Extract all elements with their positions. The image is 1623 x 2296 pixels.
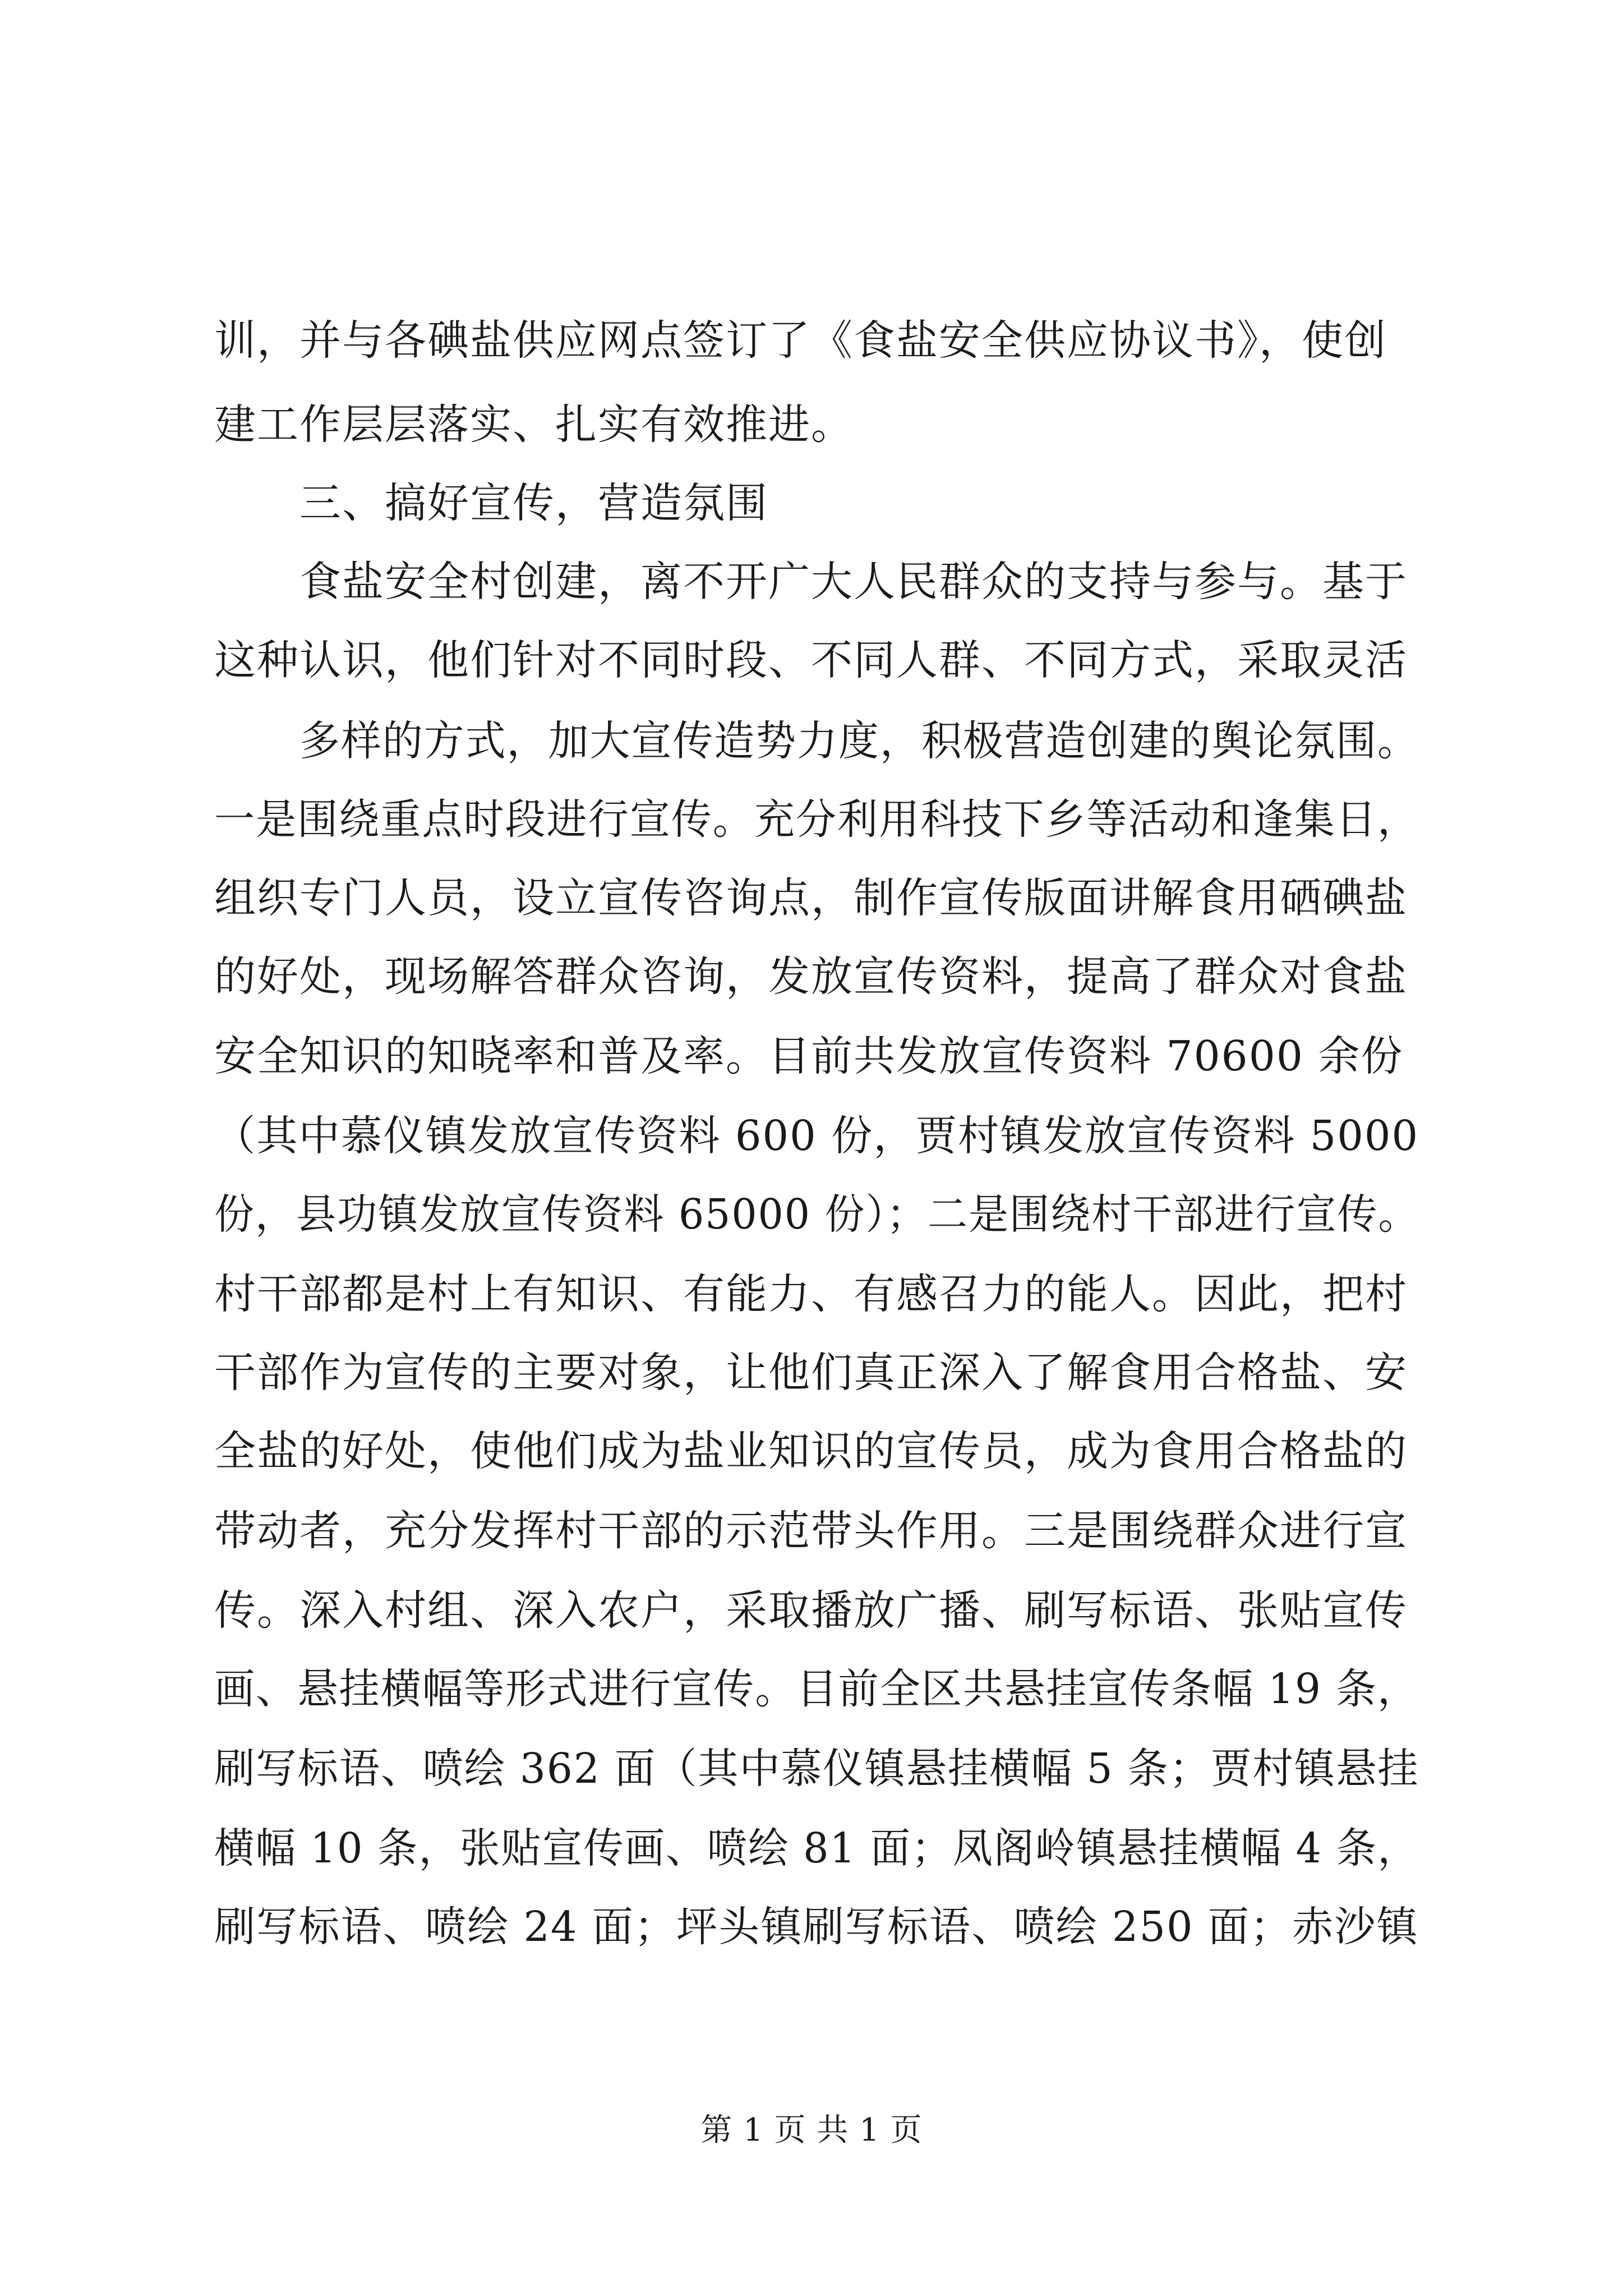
body-line-11: （其中慕仪镇发放宣传资料 600 份，贾村镇发放宣传资料 5000 (214, 1112, 1419, 1160)
page-footer: 第 1 页 共 1 页 (700, 2112, 923, 2148)
body-line-1: 训，并与各碘盐供应网点签订了《食盐安全供应协议书》，使创 (214, 316, 1387, 365)
body-line-21: 刷写标语、喷绘 24 面；坪头镇刷写标语、喷绘 250 面；赤沙镇 (214, 1903, 1419, 1951)
body-line-7: 一是围绕重点时段进行宣传。充分利用科技下乡等活动和逢集日， (214, 795, 1419, 844)
body-line-14: 干部作为宣传的主要对象，让他们真正深入了解食用合格盐、安 (214, 1349, 1408, 1397)
body-line-5: 这种认识，他们针对不同时段、不同人群、不同方式，采取灵活 (214, 636, 1408, 684)
body-line-2: 建工作层层落实、扎实有效推进。 (214, 401, 854, 449)
body-line-10: 安全知识的知晓率和普及率。目前共发放宣传资料 70600 余份 (214, 1032, 1404, 1080)
body-line-13: 村干部都是村上有知识、有能力、有感召力的能人。因此，把村 (214, 1270, 1408, 1318)
body-line-19: 刷写标语、喷绘 362 面（其中慕仪镇悬挂横幅 5 条；贾村镇悬挂 (214, 1745, 1419, 1793)
body-line-15: 全盐的好处，使他们成为盐业知识的宣传员，成为食用合格盐的 (214, 1427, 1408, 1475)
body-line-4: 食盐安全村创建，离不开广大人民群众的支持与参与。基于 (299, 558, 1408, 606)
body-line-18: 画、悬挂横幅等形式进行宣传。目前全区共悬挂宣传条幅 19 条， (214, 1665, 1419, 1713)
body-line-20: 横幅 10 条，张贴宣传画、喷绘 81 面；凤阁岭镇悬挂横幅 4 条， (214, 1824, 1419, 1872)
body-line-6: 多样的方式，加大宣传造势力度，积极营造创建的舆论氛围。 (299, 717, 1419, 765)
body-line-16: 带动者，充分发挥村干部的示范带头作用。三是围绕群众进行宣 (214, 1507, 1408, 1555)
section-heading: 三、搞好宣传，营造氛围 (299, 479, 768, 527)
body-line-9: 的好处，现场解答群众咨询，发放宣传资料，提高了群众对食盐 (214, 953, 1408, 1001)
body-line-8: 组织专门人员，设立宣传咨询点，制作宣传版面讲解食用硒碘盐 (214, 874, 1408, 922)
body-line-17: 传。深入村组、深入农户，采取播放广播、刷写标语、张贴宣传 (214, 1586, 1408, 1635)
body-line-12: 份，县功镇发放宣传资料 65000 份）；二是围绕村干部进行宣传。 (214, 1190, 1419, 1239)
